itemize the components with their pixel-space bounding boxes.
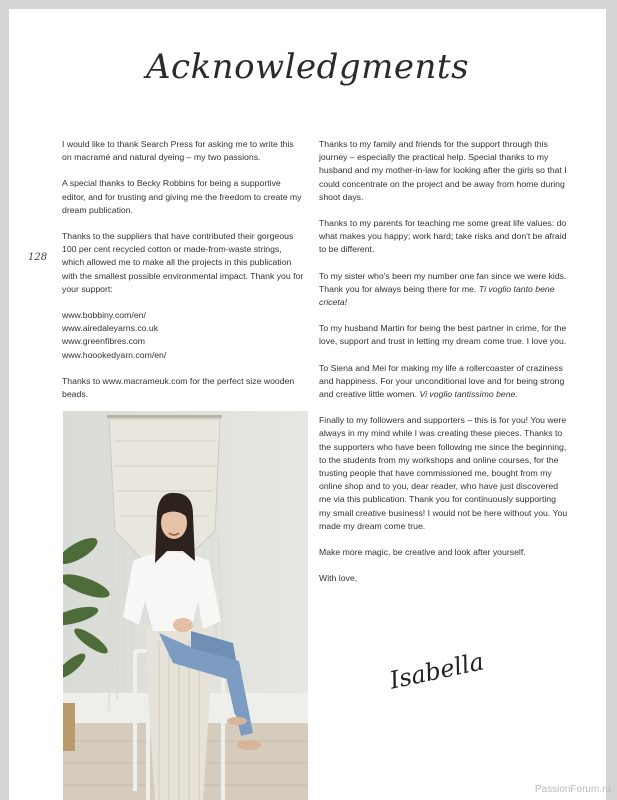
paragraph-text: To Siena and Mei for making my life a rollercoaster of craziness and happiness. For your unconditional love and for being strong and creative little women.: [319, 362, 565, 400]
link-airedaleyarns[interactable]: www.airedaleyarns.co.uk: [62, 323, 159, 334]
paragraph: Thanks to the suppliers that have contributed their gorgeous 100 per cent recycled cotton or made-from-waste strings, which allowed me to make all the projects in this publication with the smallest possible environmental impact. Thank you for your support:: [62, 231, 304, 294]
paragraph: Thanks to my family and friends for the support through this journey – especially the practical help. Special thanks to my husband and my mother-in-law for looking after the girls so that I could concentrate on the project and be away from home during shoot days.: [319, 139, 567, 202]
paragraph: A special thanks to Becky Robbins for being a supportive editor, and for trusting and giving me the freedom to create my dream publication.: [62, 178, 302, 215]
photo-illustration: [63, 411, 308, 800]
link-greenfibres[interactable]: www.greenfibres.com: [62, 336, 146, 347]
page-number: 128: [28, 252, 48, 263]
paragraph-text: To my sister who's been my number one fan since we were kids. Thank you for always being there for me.: [319, 270, 567, 294]
paragraph: Thanks to www.macrameuk.com for the perfect size wooden beads.: [62, 375, 295, 400]
italic-phrase: Ti voglio tanto bene criceta!: [319, 283, 555, 308]
page-title: Acknowledgments: [145, 47, 470, 87]
paragraph: Finally to my followers and supporters – this is for you! You were always in my mind while I was creating these pieces. Thanks to the supporters who have been following me since the beginning, to the students from my workshops and online courses, for the trusting people that have commissioned me, bought from my online shop and to you, dear reader, who have just discovered me via this publication. Thank you for continuously supporting my small creative business! I would not be here without you. You made my dream come true.: [319, 415, 568, 531]
author-photo: [63, 411, 308, 800]
link-bobbiny[interactable]: www.bobbiny.com/en/: [62, 310, 146, 321]
paragraph: With love,: [319, 573, 358, 584]
paragraph: Make more magic, be creative and look after yourself.: [319, 547, 526, 558]
paragraph: Thanks to my parents for teaching me some great life values: do what makes you happy; work hard; take risks and don't be afraid to be different.: [319, 218, 567, 255]
document-page: [9, 9, 606, 800]
paragraph: [319, 270, 569, 310]
watermark: PassionForum.ru: [534, 784, 611, 795]
paragraph: To my husband Martin for being the best partner in crime, for the love, support and trust in letting my dream come true. I love you.: [319, 323, 567, 347]
italic-phrase: Vi voglio tantissimo bene.: [419, 389, 518, 400]
link-hoookedyarn[interactable]: www.hoookedyarn.com/en/: [62, 349, 167, 360]
paragraph: I would like to thank Search Press for asking me to write this on macramé and natural dyeing – my two passions.: [62, 139, 294, 163]
signature: Isabella: [387, 647, 487, 695]
left-column: [62, 138, 304, 414]
right-column: [319, 138, 569, 598]
supplier-links: [62, 309, 304, 362]
paragraph: [319, 362, 569, 402]
